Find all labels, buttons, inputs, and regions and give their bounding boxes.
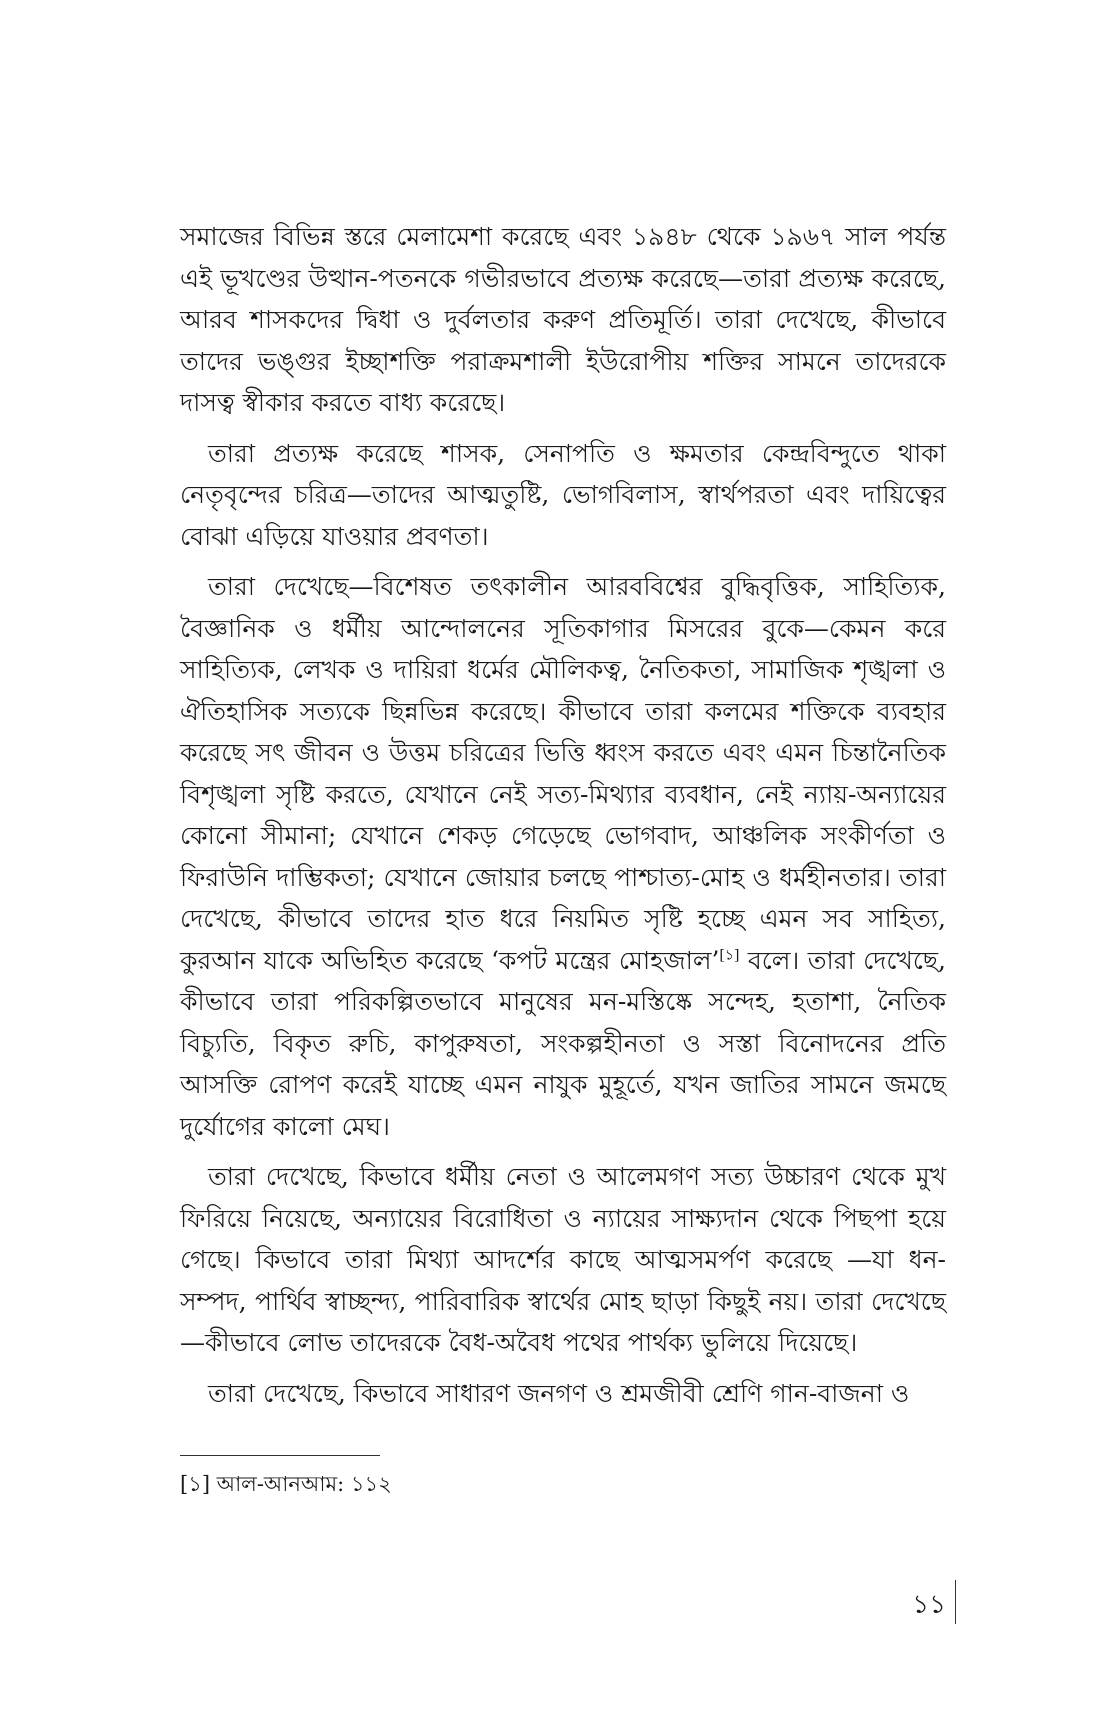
- page-number-divider: [955, 1580, 956, 1624]
- paragraph-5: তারা দেখেছে, কিভাবে সাধারণ জনগণ ও শ্রমজীবী শ্রেণি গান-বাজনা ও: [208, 1378, 910, 1408]
- footnote-divider: [180, 1455, 380, 1456]
- paragraph-1: সমাজের বিভিন্ন স্তরে মেলামেশা করেছে এবং ১৯৪৮ থেকে ১৯৬৭ সাল পর্যন্ত এই ভূখণ্ডের উত্থান-পতনকে গভীরভাবে প্রত্যক্ষ করেছে—তারা প্রত্যক্ষ করেছে, আরব শাসকদের দ্বিধা ও দুর্বলতার করুণ প্রতিমূর্তি। তারা দেখেছে, কীভাবে তাদের ভঙ্গুর ইচ্ছাশক্তি পরাক্রমশালী ইউরোপীয় শক্তির সামনে তাদেরকে দাসত্ব স্বীকার করতে বাধ্য করেছে।: [180, 222, 946, 417]
- paragraph-3-part-2: বলে। তারা দেখেছে, কীভাবে তারা পরিকল্পিতভাবে মানুষের মন-মস্তিষ্কে সন্দেহ, হতাশা, নৈতিক বিচ্যুতি, বিকৃত রুচি, কাপুরুষতা, সংকল্পহীনতা ও সস্তা বিনোদনের প্রতি আসক্তি রোপণ করেই যাচ্ছে এমন নাযুক মুহূর্তে, যখন জাতির সামনে জমছে দুর্যোগের কালো মেঘ।: [180, 945, 946, 1141]
- paragraph-3-part-1: তারা দেখেছে—বিশেষত তৎকালীন আরববিশ্বের বুদ্ধিবৃত্তিক, সাহিত্যিক, বৈজ্ঞানিক ও ধর্মীয় আন্দোলনের সূতিকাগার মিসরের বুকে—কেমন করে সাহিত্যিক, লেখক ও দায়িরা ধর্মের মৌলিকত্ব, নৈতিকতা, সামাজিক শৃঙ্খলা ও ঐতিহাসিক সত্যকে ছিন্নভিন্ন করেছে। কীভাবে তারা কলমের শক্তিকে ব্যবহার করেছে সৎ জীবন ও উত্তম চরিত্রের ভিত্তি ধ্বংস করতে এবং এমন চিন্তানৈতিক বিশৃঙ্খলা সৃষ্টি করতে, যেখানে নেই সত্য-মিথ্যার ব্যবধান, নেই ন্যায়-অন্যায়ের কোনো সীমানা; যেখানে শেকড় গেড়েছে ভোগবাদ, আঞ্চলিক সংকীর্ণতা ও ফিরাউনি দাম্ভিকতা; যেখানে জোয়ার চলছে পাশ্চাত্য-মোহ ও ধর্মহীনতার। তারা দেখেছে, কীভাবে তাদের হাত ধরে নিয়মিত সৃষ্টি হচ্ছে এমন সব সাহিত্য, কুরআন যাকে অভিহিত করেছে ‘কপট মন্ত্রের মোহজাল’: [180, 572, 946, 975]
- footnote-reference: [১]: [719, 947, 740, 964]
- footnote: [১] আল-আনআম: ১১২: [180, 1472, 392, 1496]
- paragraph-4: তারা দেখেছে, কিভাবে ধর্মীয় নেতা ও আলেমগণ সত্য উচ্চারণ থেকে মুখ ফিরিয়ে নিয়েছে, অন্যায়ের বিরোধিতা ও ন্যায়ের সাক্ষ্যদান থেকে পিছপা হয়ে গেছে। কিভাবে তারা মিথ্যা আদর্শের কাছে আত্মসমর্পণ করেছে —যা ধন-সম্পদ, পার্থিব স্বাচ্ছন্দ্য, পারিবারিক স্বার্থের মোহ ছাড়া কিছুই নয়। তারা দেখেছে—কীভাবে লোভ তাদেরকে বৈধ-অবৈধ পথের পার্থক্য ভুলিয়ে দিয়েছে।: [180, 1162, 946, 1357]
- page-number: ১১: [912, 1590, 946, 1620]
- body-text: [180, 216, 946, 1423]
- paragraph-3: [180, 566, 946, 1147]
- paragraph-2: তারা প্রত্যক্ষ করেছে শাসক, সেনাপতি ও ক্ষমতার কেন্দ্রবিন্দুতে থাকা নেতৃবৃন্দের চরিত্র—তাদের আত্মতুষ্টি, ভোগবিলাস, স্বার্থপরতা এবং দায়িত্বের বোঝা এড়িয়ে যাওয়ার প্রবণতা।: [180, 438, 946, 551]
